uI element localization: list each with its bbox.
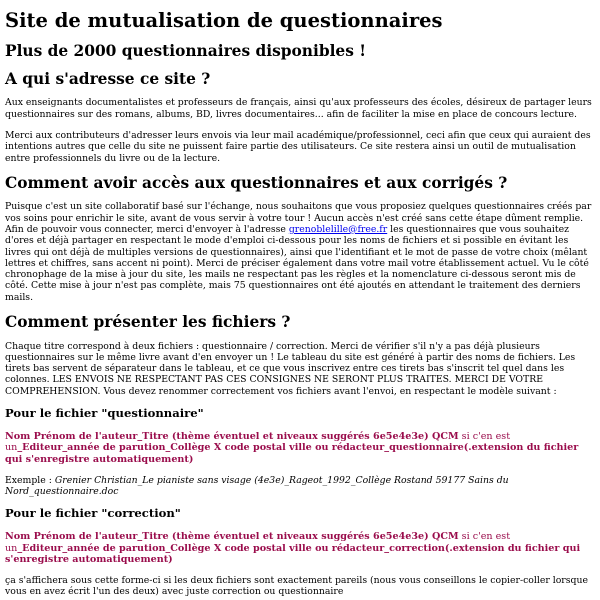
correction-filename-template (5, 531, 594, 565)
questionnaire-template-part-2: _Editeur_année de parution_Collège X code postal ville ou rédacteur_questionnaire(.extension du fichier qui s'enregistre automatiquement) (5, 442, 579, 465)
files-paragraph: Chaque titre correspond à deux fichiers : questionnaire / correction. Merci de vérifier s'il n'y a pas déjà plusieurs questionnaires sur le même livre avant d'en envoyer un ! Le tableau du site est généré à partir des noms de fichiers. Les tirets bas servent de séparateur dans le tableau, et ce que vous inscrivez entre ces tirets bas s'inscrit tel quel dans les colonnes. LES ENVOIS NE RESPECTANT PAS CES CONSIGNES NE SERONT PLUS TRAITES. MERCI DE VOTRE COMPREHENSION. Vous devez renommer correctement vos fichiers avant l'envoi, en respectant le modèle suivant : (5, 340, 576, 397)
questionnaire-filename-template (5, 431, 594, 465)
audience-paragraph-2: Merci aux contributeurs d'adresser leurs envois via leur mail académique/professionnel, ceci afin que ceux qui auraient des intentions autres que celle du site ne puissent faire partie des utilisateurs. Ce site restera ainsi un outil de mutualisation entre professionnels du livre ou de la lecture. (5, 129, 591, 164)
example-filename: Grenier Christian_Le pianiste sans visage (4e3e)_Rageot_1992_Collège Rostand 59177 Sains du Nord_questionnaire.doc (5, 474, 509, 498)
final-note-paragraph: ça s'affichera sous cette forme-ci si les deux fichiers sont exactement pareils (nous vous conseillons le copier-coller lorsque vous en avez écrit l'un des deux) avec juste correction ou questionnaire (5, 575, 588, 598)
access-text-after: les questionnaires que vous souhaitez d'ores et déjà partager en respectant le mode d'emploi ci-dessous pour les noms de fichiers et si possible en évitant les livres qui ont déjà de multiples versions de questionnaires), ainsi que l'identifiant et le mot de passe de votre choix (mêlant lettres et chiffres, sans accent ni point). Merci de préciser également dans votre mail votre établissement actuel. Vu le côté chronophage de la mise à jour du site, les mails ne respectant pas les règles et la nomenclature ci-dessous seront mis de côté. Cette mise à jour n'est pas complète, mais 75 questionnaires ont été ajoutés en attendant le traitement des derniers mails. (5, 223, 589, 303)
page-subtitle: Plus de 2000 questionnaires disponibles ! (5, 42, 367, 61)
audience-paragraph-1: Aux enseignants documentalistes et professeurs de français, ainsi qu'aux professeurs des écoles, désireux de partager leurs questionnaires sur des romans, albums, BD, livres documentaires... afin de faciliter la mise en place de concours lecture. (5, 97, 592, 120)
correction-file-heading: Pour le fichier "correction" (5, 506, 181, 521)
page-title: Site de mutualisation de questionnaires (5, 9, 443, 32)
example-label: Exemple : (5, 474, 55, 486)
access-paragraph (5, 201, 594, 303)
correction-template-part-1: Nom Prénom de l'auteur_Titre (thème éventuel et niveaux suggérés 6e5e4e3e) QCM (5, 531, 459, 543)
correction-template-note: si c'en est un (5, 531, 511, 554)
section-access-heading: Comment avoir accès aux questionnaires et aux corrigés ? (5, 173, 508, 192)
questionnaire-template-note: si c'en est un (5, 430, 511, 454)
filename-example (5, 475, 594, 498)
correction-template-part-2: _Editeur_année de parution_Collège X code postal ville ou rédacteur_correction(.extension du fichier qui s'enregistre automatiquement) (5, 542, 581, 565)
questionnaire-file-heading: Pour le fichier "questionnaire" (5, 406, 204, 420)
contact-email-link[interactable]: grenoblelille@free.fr (288, 223, 388, 235)
section-audience-heading: A qui s'adresse ce site ? (5, 69, 211, 88)
questionnaire-template-part-1: Nom Prénom de l'auteur_Titre (thème éventuel et niveaux suggérés 6e5e4e3e) QCM (5, 430, 459, 442)
section-files-heading: Comment présenter les fichiers ? (5, 313, 291, 332)
access-text-before: Puisque c'est un site collaboratif basé sur l'échange, nous souhaitons que vous proposiez quelques questionnaires créés par vos soins pour enrichir le site, avant de vous servir à votre tour ! Aucun accès n'est créé sans cette étape dûment remplie. Afin de pouvoir vous connecter, merci d'envoyer à l'adresse (5, 201, 592, 235)
